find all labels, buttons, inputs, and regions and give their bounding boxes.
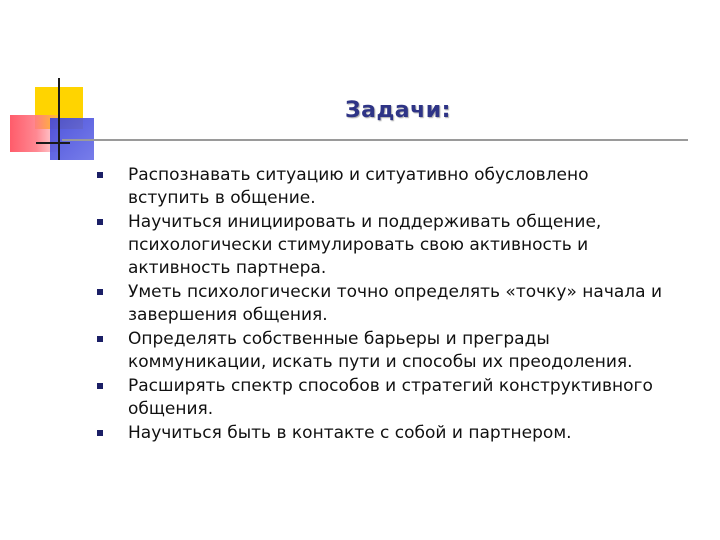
square-bullet-icon [97,172,103,178]
decorative-horizontal-line [36,142,70,144]
list-item [0,281,668,327]
list-item-text: Научиться быть в контакте с собой и партнером. [128,423,572,443]
title-underline [62,139,688,141]
list-item-text: Научиться инициировать и поддерживать общение, психологически стимулировать свою активность и активность партнера. [128,212,602,278]
task-list [0,164,668,446]
list-item [0,375,668,421]
list-item [0,211,668,280]
list-item [0,422,668,445]
slide-title: Задачи: [345,98,451,123]
square-bullet-icon [97,219,103,225]
list-item [0,328,668,374]
square-bullet-icon [97,336,103,342]
list-item-text: Уметь психологически точно определять «точку» начала и завершения общения. [128,282,663,325]
square-bullet-icon [97,289,103,295]
list-item [0,164,668,210]
list-item-text: Расширять спектр способов и стратегий конструктивного общения. [128,376,653,419]
square-bullet-icon [97,383,103,389]
list-item-text: Определять собственные барьеры и преграды коммуникации, искать пути и способы их преодоления. [128,329,633,372]
square-bullet-icon [97,430,103,436]
decorative-vertical-line [58,78,60,160]
list-item-text: Распознавать ситуацию и ситуативно обусловлено вступить в общение. [128,165,589,208]
